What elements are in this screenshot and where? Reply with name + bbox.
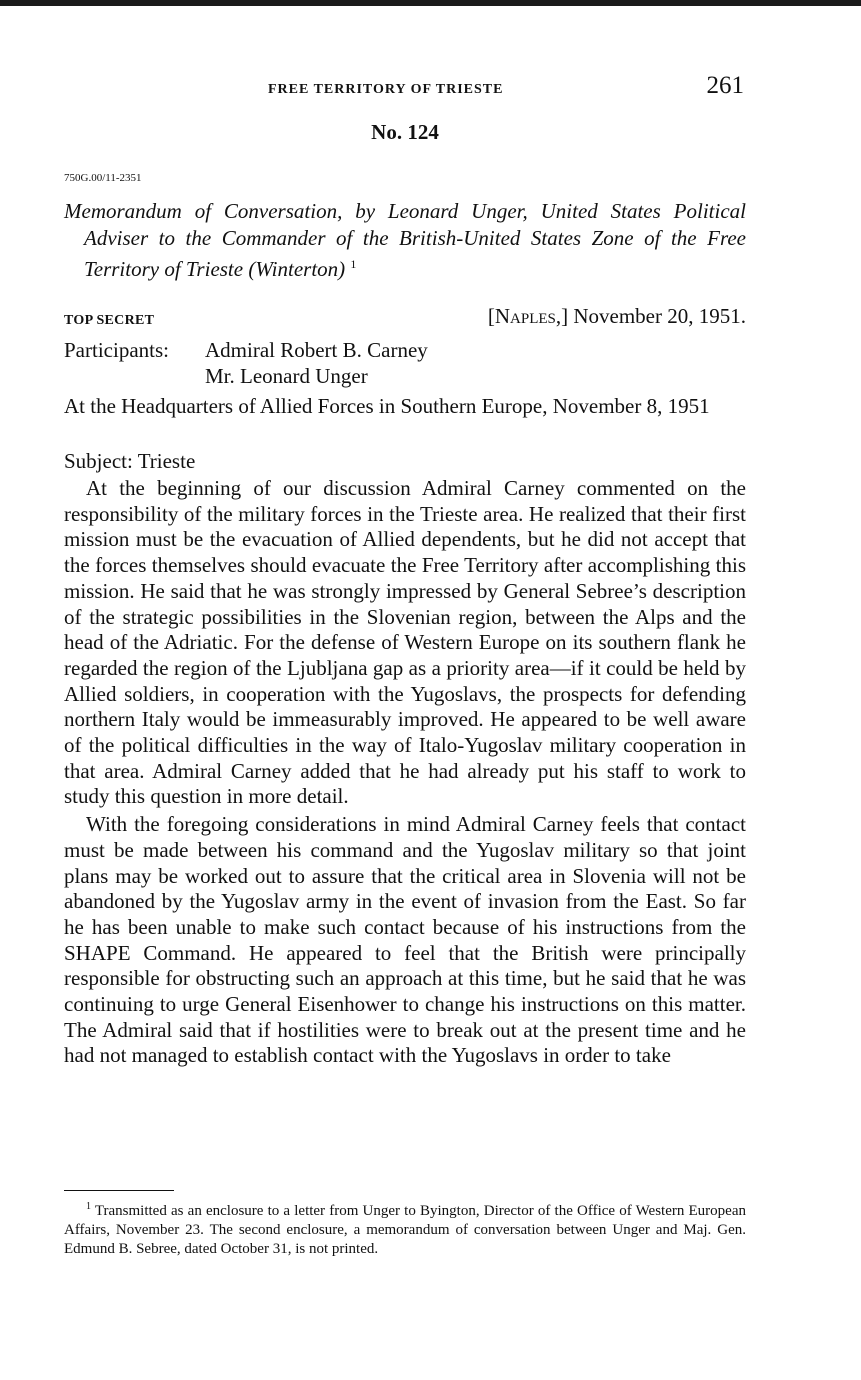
subject-line: Subject: Trieste <box>64 449 196 473</box>
page-number: 261 <box>706 72 744 99</box>
document-title <box>64 198 746 283</box>
classification-marking: TOP SECRET <box>64 313 155 328</box>
participants-row <box>64 363 746 389</box>
meeting-location: At the Headquarters of Allied Forces in Southern Europe, November 8, 1951 <box>64 394 710 418</box>
participant-name: Admiral Robert B. Carney <box>205 338 428 362</box>
footnote-mark: 1 <box>86 1201 91 1212</box>
participant-name: Mr. Leonard Unger <box>205 364 368 388</box>
dateline-date: November 20, 1951. <box>573 304 746 328</box>
top-border-rule <box>0 0 861 6</box>
footnote-text: Transmitted as an enclosure to a letter from Unger to Byington, Director of the Office of Western European Affairs, November 23. The second enclosure, a memorandum of conversation between Unger and Maj. Gen. Edmund B. Sebree, dated October 31, is not printed. <box>64 1203 746 1257</box>
document-title-text: Memorandum of Conversation, by Leonard Unger, United States Political Adviser to the Commander of the British-United States Zone of the Free Territory of Trieste (Winterton) <box>64 199 746 281</box>
body-paragraph: With the foregoing considerations in mind Admiral Carney feels that contact must be made between his command and the Yugoslav military so that joint plans may be worked out to assure that the critical area in Slovenia will not be abandoned by the Yugoslav army in the event of invasion from the East. So far he has been unable to make such contact because of his instructions from the SHAPE Command. He appeared to feel that the British were principally responsible for obstructing such an approach at this time, but he said that he was continuing to urge General Eisenhower to change his instructions on this matter. The Admiral said that if hostilities were to break out at the present time and he had not managed to establish contact with the Yugoslavs in order to take <box>64 812 746 1068</box>
footnote <box>64 1197 746 1259</box>
footnote-rule <box>64 1190 174 1191</box>
dateline-place: [Naples,] <box>487 304 569 328</box>
document-number: No. 124 <box>371 120 439 144</box>
body-text <box>64 476 746 1071</box>
participants-row <box>64 337 746 363</box>
title-footnote-mark: 1 <box>350 257 357 271</box>
participants-label: Participants: <box>64 338 169 362</box>
dateline <box>488 304 746 329</box>
file-reference: 750G.00/11-2351 <box>64 172 142 184</box>
body-paragraph: At the beginning of our discussion Admiral Carney commented on the responsibility of the military forces in the Trieste area. He realized that their first mission must be the evacuation of Allied dependents, but he did not accept that the forces themselves should evacuate the Free Territory after accomplishing this mission. He said that he was strongly impressed by General Sebree’s description of the strategic possibilities in the Slovenian region, between the Alps and the head of the Adriatic. For the defense of Western Europe on its southern flank he regarded the region of the Ljubljana gap as a priority area—if it could be held by Allied soldiers, in cooperation with the Yugoslavs, the prospects for defending northern Italy would be immeasurably improved. He appeared to be well aware of the political difficulties in the way of Italo-Yugoslav military cooperation in that area. Admiral Carney added that he had already put his staff to work to study this question in more detail. <box>64 476 746 809</box>
running-title: FREE TERRITORY OF TRIESTE <box>268 82 504 97</box>
running-head <box>64 72 746 104</box>
participants-block <box>64 337 746 389</box>
